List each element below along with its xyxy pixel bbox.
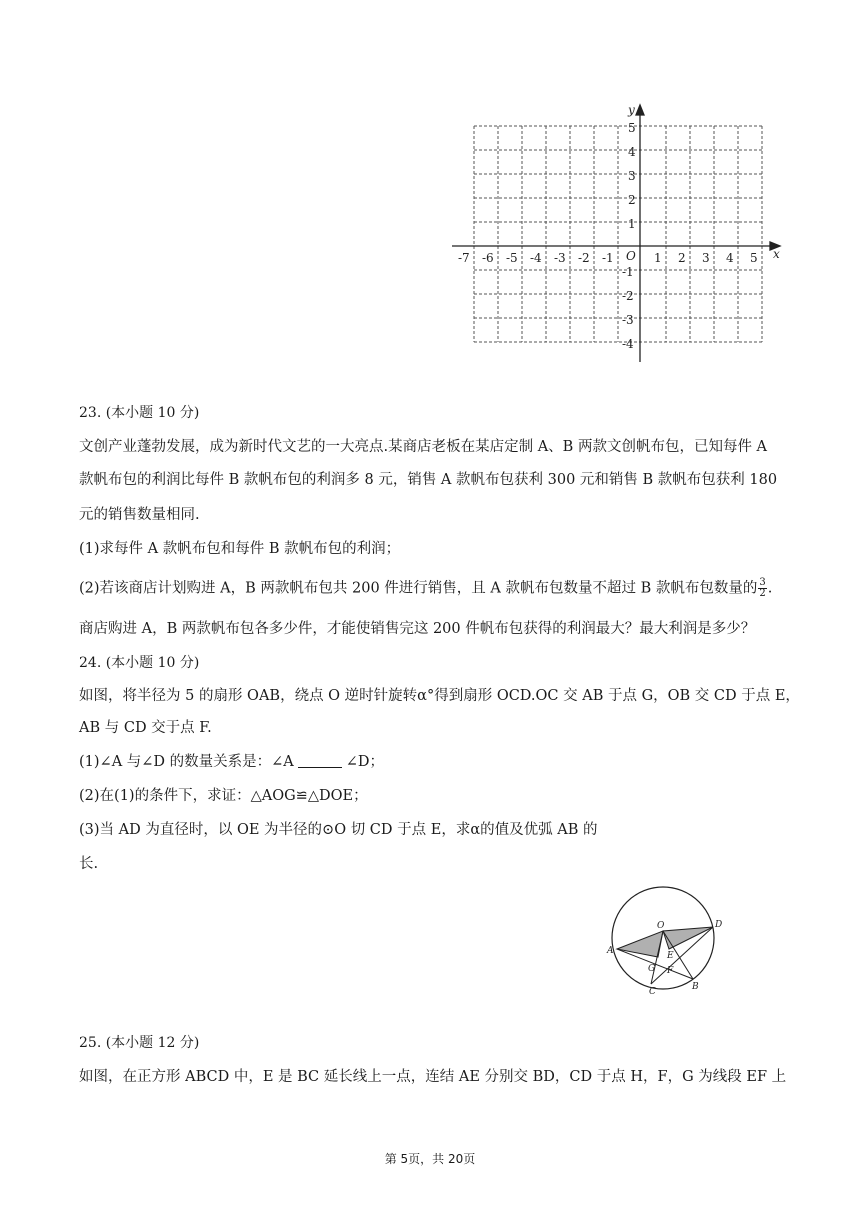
coordinate-grid-figure <box>448 100 788 370</box>
q23-part-1: (1)求每件 A 款帆布包和每件 B 款帆布包的利润； <box>79 541 401 557</box>
grid-dashed-lines <box>474 126 762 342</box>
x-tick-label: -5 <box>506 251 518 265</box>
x-tick-label: 5 <box>750 251 758 265</box>
q24-part-1-end: ∠D； <box>345 754 385 770</box>
y-axis-label: y <box>628 103 635 117</box>
q25-heading: 25. (本小题 12 分) <box>79 1035 200 1051</box>
y-tick-label: -1 <box>622 265 634 279</box>
q24-text-line: 如图，将半径为 5 的扇形 OAB，绕点 O 逆时针旋转α°得到扇形 OCD.OC 交 AB 于点 G，OB 交 CD 于点 E， <box>79 688 800 704</box>
axes <box>452 105 780 362</box>
y-tick-label: -3 <box>622 313 634 327</box>
q23-text-line: 元的销售数量相同. <box>79 507 200 523</box>
y-tick-label: 3 <box>628 169 636 183</box>
y-tick-label: 1 <box>628 217 636 231</box>
y-tick-label: -2 <box>622 289 634 303</box>
q24-part-1-text: (1)∠A 与∠D 的数量关系是：∠A <box>79 754 294 770</box>
q23-text-line: 文创产业蓬勃发展，成为新时代文艺的一大亮点.某商店老板在某店定制 A、B 两款文创帆布包，已知每件 A <box>79 439 768 455</box>
x-tick-label: 2 <box>678 251 686 265</box>
q23-text-line: 款帆布包的利润比每件 B 款帆布包的利润多 8 元，销售 A 款帆布包获利 300 元和销售 B 款帆布包获利 180 <box>79 472 778 488</box>
q24-part-3-cont: 长. <box>79 856 99 872</box>
y-tick-label: -4 <box>622 337 634 351</box>
point-label-C: C <box>649 987 656 997</box>
q24-heading: 24. (本小题 10 分) <box>79 655 200 671</box>
x-tick-label: -3 <box>554 251 566 265</box>
x-tick-label: 4 <box>726 251 734 265</box>
x-tick-label: -6 <box>482 251 494 265</box>
point-label-D: D <box>715 920 723 930</box>
point-label-G: G <box>648 964 656 974</box>
fraction-denominator: 2 <box>759 588 766 599</box>
point-label-E: E <box>667 951 674 961</box>
q24-part-3: (3)当 AD 为直径时，以 OE 为半径的⊙O 切 CD 于点 E，求α的值及优弧 AB 的 <box>79 822 598 838</box>
y-tick-label: 4 <box>628 145 636 159</box>
point-label-B: B <box>692 982 699 992</box>
x-tick-label: -7 <box>458 251 470 265</box>
point-label-F: F <box>667 966 674 976</box>
x-tick-label: 1 <box>654 251 662 265</box>
q23-part-2 <box>79 578 772 599</box>
y-tick-label: 5 <box>628 121 636 135</box>
x-tick-label: -4 <box>530 251 542 265</box>
x-tick-label: -1 <box>602 251 614 265</box>
point-label-A: A <box>607 946 614 956</box>
x-tick-label: 3 <box>702 251 710 265</box>
q23-part-2-end: . <box>767 580 773 597</box>
page-footer: 第 5页，共 20页 <box>384 1152 476 1166</box>
answer-blank <box>298 753 342 768</box>
origin-label: O <box>626 249 636 263</box>
q24-part-2: (2)在(1)的条件下，求证：△AOG≌△DOE； <box>79 788 368 804</box>
q24-part-1 <box>79 752 384 772</box>
q23-heading: 23. (本小题 10 分) <box>79 405 200 421</box>
fraction-numerator: 3 <box>759 577 766 588</box>
point-label-O: O <box>657 921 665 931</box>
x-tick-label: -2 <box>578 251 590 265</box>
q25-text-line: 如图，在正方形 ABCD 中，E 是 BC 延长线上一点，连结 AE 分别交 BD，CD 于点 H，F，G 为线段 EF 上 <box>79 1069 787 1085</box>
x-axis-label: x <box>773 247 780 261</box>
q23-text-line: 商店购进 A，B 两款帆布包各多少件，才能使销售完这 200 件帆布包获得的利润最大？最大利润是多少？ <box>79 621 756 637</box>
y-tick-label: 2 <box>628 193 636 207</box>
fraction <box>758 578 766 599</box>
q24-text-line: AB 与 CD 交于点 F. <box>79 720 212 736</box>
sector-rotation-figure <box>603 883 733 998</box>
q23-part-2-text: (2)若该商店计划购进 A，B 两款帆布包共 200 件进行销售，且 A 款帆布包数量不超过 B 款帆布包数量的 <box>79 580 758 597</box>
